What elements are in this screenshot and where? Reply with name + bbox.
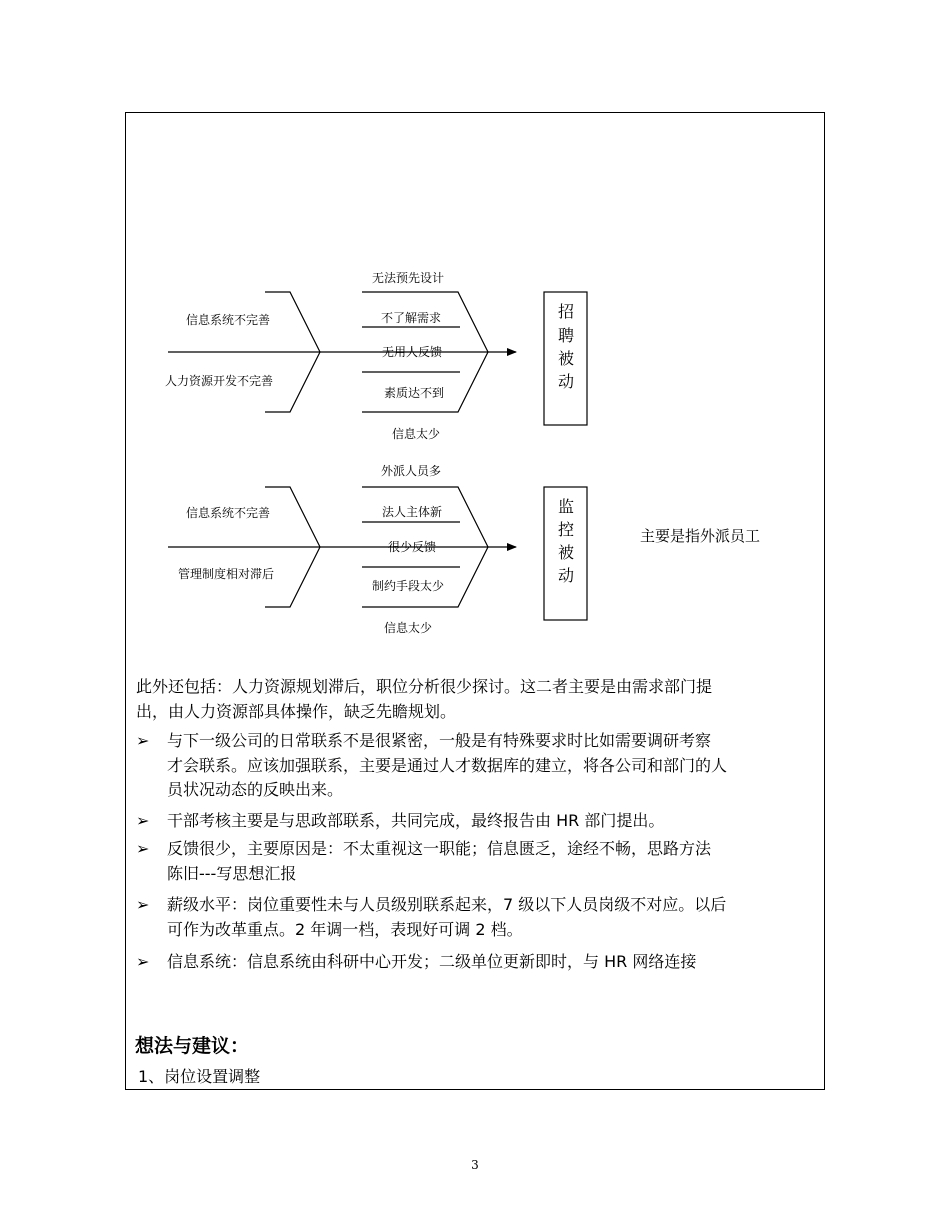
numbered-item: 1、岗位设置调整 (138, 1067, 261, 1086)
bullet-item (136, 950, 818, 975)
intro-paragraph (136, 675, 818, 724)
d2-top-note: 外派人员多 (380, 464, 442, 478)
d1-box-char-2: 被 (557, 349, 575, 368)
bullet-item (136, 729, 818, 803)
d1-box-char-3: 动 (557, 372, 575, 391)
bullet-line: 薪级水平：岗位重要性未与人员级别联系起来，7 级以下人员岗级不对应。以后 (167, 895, 727, 914)
d2-mid-0: 法人主体新 (381, 505, 443, 519)
d2-left-bottom: 管理制度相对滞后 (177, 567, 275, 581)
arrow-bullet-icon: ➢ (136, 952, 150, 971)
d1-bottom-note: 信息太少 (391, 427, 441, 441)
d2-left-top: 信息系统不完善 (185, 506, 271, 520)
d2-mid-1: 很少反馈 (387, 540, 437, 554)
bullet-line: 干部考核主要是与思政部联系，共同完成，最终报告由 HR 部门提出。 (167, 811, 665, 830)
bullet-line: 可作为改革重点。2 年调一档，表现好可调 2 档。 (167, 919, 523, 939)
bullet-line: 反馈很少，主要原因是：不太重视这一职能；信息匮乏，途经不畅，思路方法 (167, 839, 712, 858)
bullet-item (136, 837, 818, 886)
bullet-line: 才会联系。应该加强联系，主要是通过人才数据库的建立，将各公司和部门的人 (167, 755, 728, 775)
d2-box-char-1: 控 (557, 520, 575, 539)
d2-box-char-0: 监 (557, 497, 575, 516)
d2-side-note: 主要是指外派员工 (639, 527, 761, 545)
bullet-line: 陈旧---写思想汇报 (167, 863, 297, 883)
d2-mid-2: 制约手段太少 (371, 579, 445, 593)
d1-mid-3: 素质达不到 (383, 386, 445, 400)
d1-box-char-1: 聘 (557, 326, 575, 345)
arrow-bullet-icon: ➢ (136, 895, 150, 914)
bullet-line: 信息系统：信息系统由科研中心开发；二级单位更新即时，与 HR 网络连接 (167, 952, 697, 971)
bullet-line: 与下一级公司的日常联系不是很紧密，一般是有特殊要求时比如需要调研考察 (167, 731, 712, 750)
fishbone-recruitment (168, 292, 587, 425)
intro-line: 此外还包括：人力资源规划滞后，职位分析很少探讨。这二者主要是由需求部门提 (136, 677, 713, 696)
d1-mid-1: 不了解需求 (380, 311, 442, 325)
d1-left-top: 信息系统不完善 (185, 313, 271, 327)
d2-box-char-2: 被 (557, 543, 575, 562)
bullet-item (136, 809, 818, 834)
arrow-bullet-icon: ➢ (136, 811, 150, 830)
d1-box-char-0: 招 (557, 302, 575, 321)
section-heading: 想法与建议： (135, 1035, 250, 1057)
d1-mid-0: 无法预先设计 (371, 271, 445, 285)
d1-mid-2: 无用人反馈 (381, 345, 443, 359)
d1-left-bottom: 人力资源开发不完善 (164, 374, 274, 388)
d2-bottom-note: 信息太少 (383, 621, 433, 635)
arrow-bullet-icon: ➢ (136, 839, 150, 858)
d2-box-char-3: 动 (557, 566, 575, 585)
bullet-item (136, 893, 818, 942)
page-number: 3 (471, 1158, 479, 1172)
intro-line: 出，由人力资源部具体操作，缺乏先瞻规划。 (136, 701, 457, 721)
arrow-bullet-icon: ➢ (136, 731, 150, 750)
bullet-line: 员状况动态的反映出来。 (167, 780, 344, 799)
